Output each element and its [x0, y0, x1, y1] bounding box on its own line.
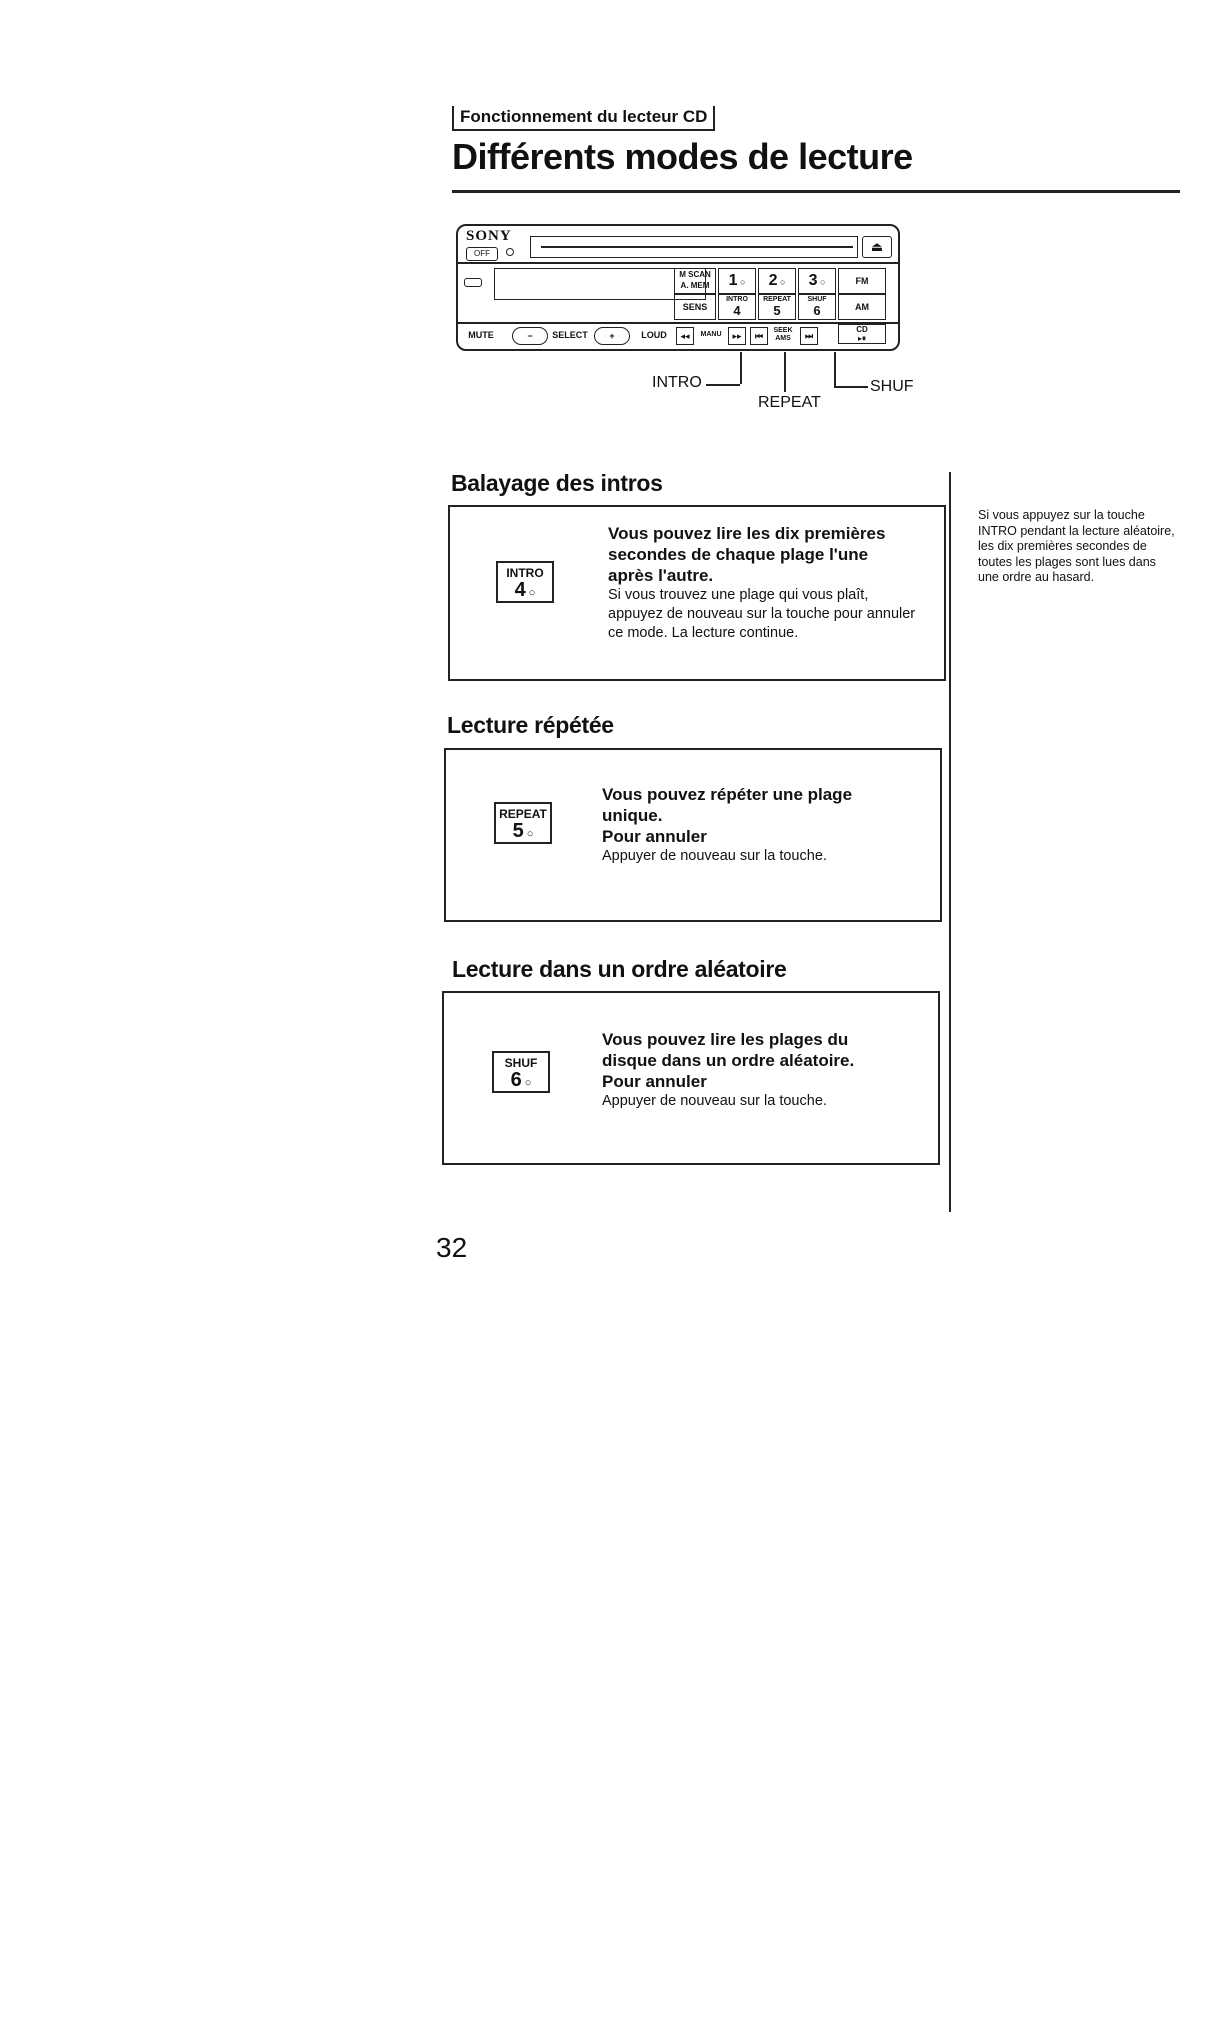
plus-button: +	[594, 327, 630, 345]
callout-intro-line	[740, 352, 742, 384]
next-track-icon: ⏭	[800, 327, 818, 345]
manu-label: MANU	[700, 331, 722, 338]
prev-track-icon: ⏮	[750, 327, 768, 345]
side-note: Si vous appuyez sur la touche INTRO pendant la lecture aléatoire, les dix premières secondes de toutes les plages sont lues dans une ordre au hasard.	[978, 508, 1175, 584]
disc-slot	[530, 236, 858, 258]
indicator-led-icon	[506, 248, 514, 256]
repeat-key: REPEAT 5 ○	[494, 802, 552, 844]
section-heading-repeat: Lecture répétée	[447, 712, 614, 738]
section-box-repeat	[444, 748, 942, 922]
mute-button: MUTE	[468, 330, 494, 340]
intro-lead-text: Vous pouvez lire les dix premières secondes de chaque plage l'une après l'autre.	[608, 524, 886, 585]
key-1-number: 1	[728, 272, 738, 289]
intro-body-text: Si vous trouvez une plage qui vous plaît, appuyez de nouveau sur la touche pour annuler ce mode. La lecture continue.	[608, 587, 916, 641]
loud-button: LOUD	[641, 330, 667, 340]
bottom-button-row	[456, 324, 900, 346]
section-heading-shuffle: Lecture dans un ordre aléatoire	[452, 956, 787, 982]
sens-key: SENS	[674, 294, 716, 320]
seek-ams-label	[768, 327, 798, 343]
callout-intro-line	[706, 384, 740, 386]
section-tag: Fonctionnement du lecteur CD	[452, 106, 715, 131]
eject-icon: ⏏	[862, 236, 892, 258]
shuffle-lead-text: Vous pouvez lire les plages du disque dans un ordre aléatoire.	[602, 1030, 855, 1070]
cd-label: CD	[856, 325, 868, 334]
key-2: 2 ○	[758, 268, 796, 294]
section-box-intro-scan	[448, 505, 946, 681]
callout-intro: INTRO	[652, 374, 702, 391]
rewind-icon: ◂◂	[676, 327, 694, 345]
intro-key: INTRO 4 ○	[496, 561, 554, 603]
divider	[456, 262, 900, 264]
ams-label: AMS	[775, 335, 791, 342]
page-title: Différents modes de lecture	[452, 136, 913, 177]
key-4	[718, 294, 756, 320]
fm-key: FM	[838, 268, 886, 294]
key-5-number: 5	[773, 303, 781, 318]
key-6-number: 6	[813, 303, 821, 318]
intro-small-label: INTRO	[726, 296, 748, 303]
callout-shuf-line	[834, 352, 836, 386]
page-number: 32	[436, 1232, 468, 1263]
repeat-cancel-label: Pour annuler	[602, 827, 707, 846]
key-5	[758, 294, 796, 320]
cd-unit-illustration	[456, 224, 900, 351]
callout-shuf-line	[834, 386, 868, 388]
repeat-key-label: REPEAT	[499, 807, 547, 821]
side-column-rule	[949, 472, 951, 1212]
off-button: OFF	[466, 247, 498, 261]
key-4-number: 4	[733, 303, 741, 318]
key-1: 1 ○	[718, 268, 756, 294]
callout-repeat: REPEAT	[758, 394, 821, 411]
minus-button: −	[512, 327, 548, 345]
key-3-number: 3	[808, 272, 818, 289]
key-2-number: 2	[768, 272, 778, 289]
shuffle-cancel-label: Pour annuler	[602, 1072, 707, 1091]
callout-repeat-line	[784, 352, 786, 392]
intro-key-number: 4	[514, 579, 526, 601]
section-heading-intro-scan: Balayage des intros	[451, 470, 663, 496]
small-slot-icon	[464, 278, 482, 287]
shuf-key: SHUF 6 ○	[492, 1051, 550, 1093]
select-button: SELECT	[552, 330, 588, 340]
brand-logo: SONY	[466, 228, 512, 244]
play-pause-icon: ▸⏸	[857, 334, 866, 343]
repeat-body-text: Appuyer de nouveau sur la touche.	[602, 848, 827, 864]
callout-shuf: SHUF	[870, 378, 914, 395]
shuf-key-label: SHUF	[504, 1056, 538, 1070]
shuffle-body-text: Appuyer de nouveau sur la touche.	[602, 1093, 827, 1109]
shuf-key-number: 6	[510, 1069, 522, 1091]
intro-key-label: INTRO	[506, 566, 544, 580]
repeat-key-number: 5	[512, 820, 524, 842]
mscan-amem-key	[674, 268, 716, 294]
am-key: AM	[838, 294, 886, 320]
repeat-small-label: REPEAT	[763, 296, 791, 303]
key-3: 3 ○	[798, 268, 836, 294]
amem-label: A. MEM	[680, 281, 710, 290]
seek-label: SEEK	[773, 327, 793, 334]
key-6	[798, 294, 836, 320]
mscan-label: M SCAN	[679, 270, 711, 279]
section-box-shuffle	[442, 991, 940, 1165]
cd-key	[838, 324, 886, 344]
shuf-small-label: SHUF	[807, 296, 827, 303]
forward-icon: ▸▸	[728, 327, 746, 345]
title-rule	[452, 190, 1180, 193]
repeat-lead-text: Vous pouvez répéter une plage unique.	[602, 785, 853, 825]
